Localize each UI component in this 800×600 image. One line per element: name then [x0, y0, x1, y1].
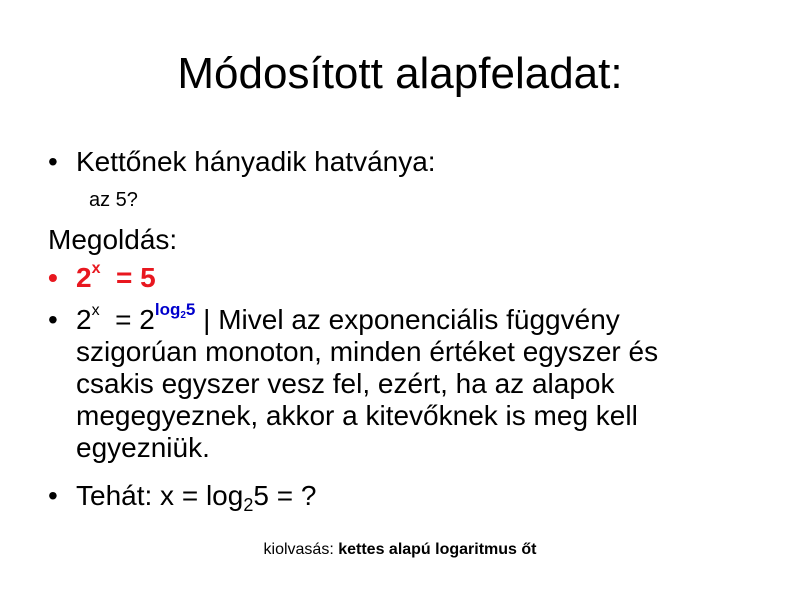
- bullet-marker: •: [48, 480, 58, 511]
- rhs-exponent: [155, 300, 196, 319]
- conclusion-subscript: 2: [243, 495, 254, 515]
- bullet-explanation: [48, 300, 738, 464]
- bullet-marker: •: [48, 146, 58, 177]
- equation-rest: = 5: [100, 262, 156, 293]
- bullet-marker: •: [48, 262, 58, 293]
- caption-label: kiolvasás:: [263, 541, 339, 558]
- bullet-question-text: Kettőnek hányadik hatványa:: [76, 146, 436, 177]
- equation-exponent: x: [91, 260, 101, 277]
- bullet-question: [48, 146, 436, 178]
- reading-caption: [0, 540, 800, 560]
- bullet-equation: [48, 262, 156, 294]
- slide-title: Módosított alapfeladat:: [177, 49, 623, 98]
- lhs-base: 2: [76, 304, 92, 335]
- rhs-exponent-arg: 5: [185, 300, 196, 319]
- rhs-exponent-log: log: [154, 300, 181, 319]
- bullet-question-sub: az 5?: [89, 189, 138, 211]
- bullet-conclusion: [48, 480, 317, 515]
- conclusion-prefix: Tehát: x = log: [76, 480, 244, 511]
- equation-base: 2: [76, 262, 92, 293]
- rhs-base: = 2: [99, 304, 155, 335]
- conclusion-suffix: 5 = ?: [253, 480, 317, 511]
- caption-bold: kettes alapú logaritmus őt: [338, 541, 537, 558]
- explanation-text: | Mivel az exponenciális függvény szigorúan monoton, minden értéket egyszer és csakis egyszer vesz fel, ezért, ha az alapok megegyeznek, akkor a kitevőknek is meg kell egyezniük.: [76, 304, 666, 463]
- bullet-marker: •: [48, 304, 58, 335]
- solution-label: Megoldás:: [48, 224, 178, 255]
- lhs-exponent: x: [91, 302, 100, 319]
- rhs-exponent-sub: 2: [180, 310, 186, 321]
